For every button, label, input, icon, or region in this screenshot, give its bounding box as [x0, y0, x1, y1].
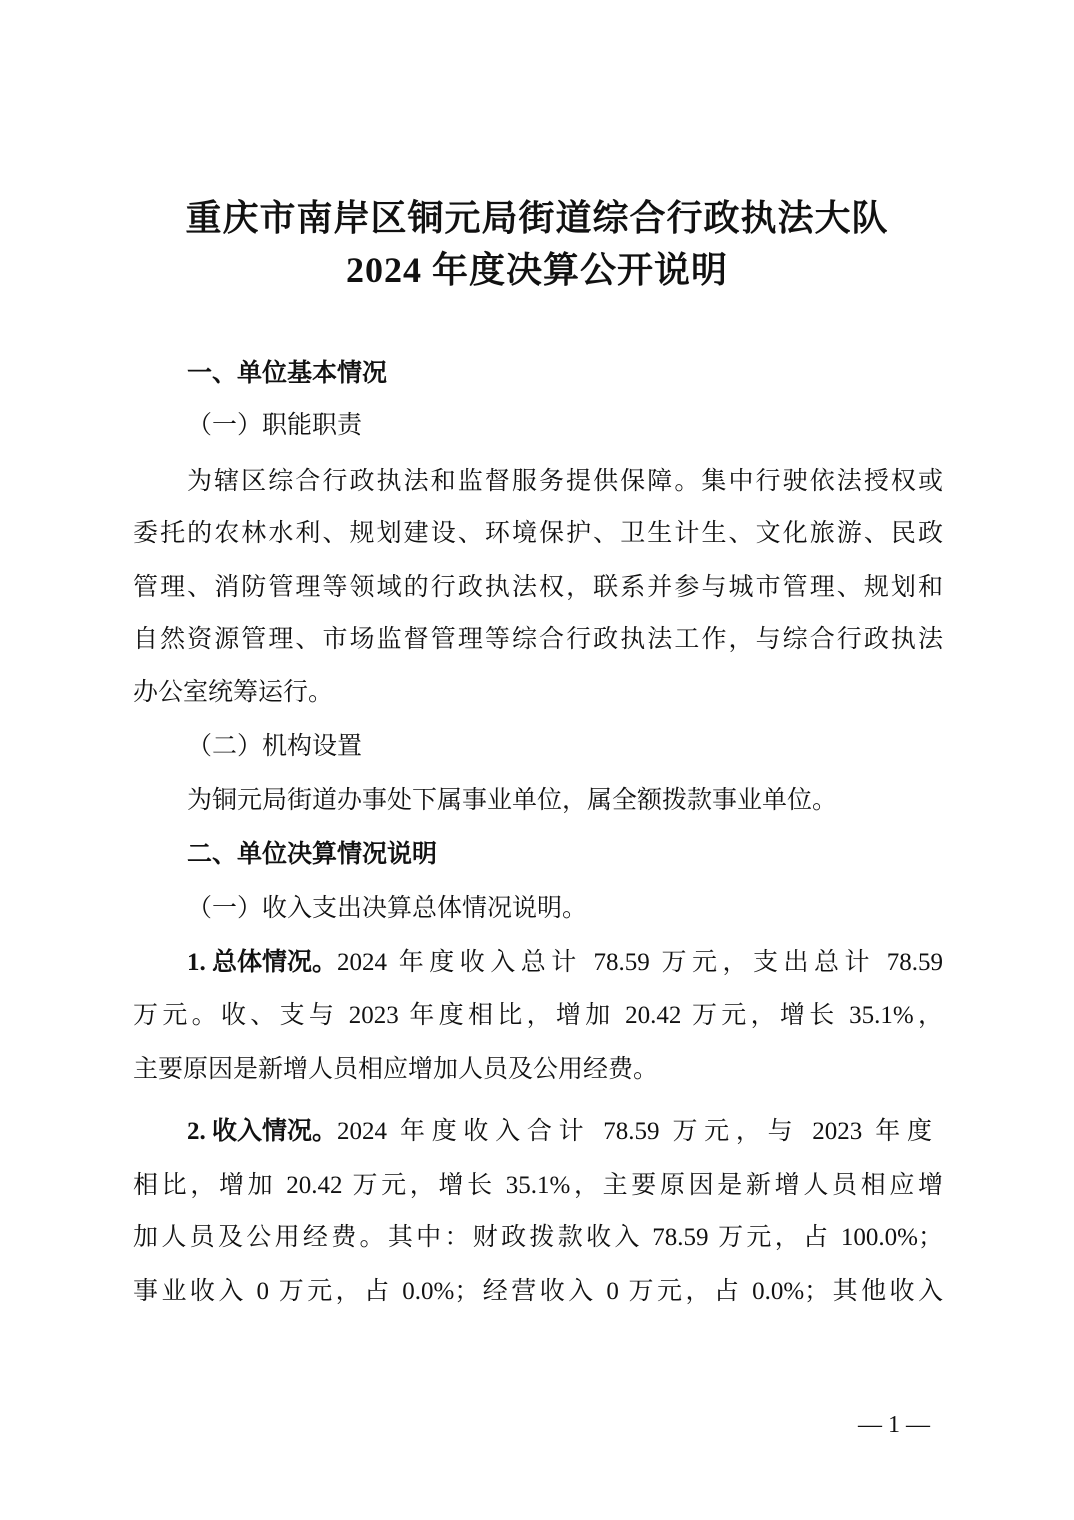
lead-income: 2. 收入情况。 — [187, 1118, 338, 1145]
document-title-line-1: 重庆市南岸区铜元局街道综合行政执法大队 — [185, 198, 889, 238]
subheading-overview: （一）收入支出决算总体情况说明。 — [187, 895, 588, 922]
paragraph-line — [187, 1116, 932, 1148]
paragraph-line — [187, 947, 943, 979]
paragraph-line: 委托的农林水利、规划建设、环境保护、卫生计生、文化旅游、民政 — [133, 520, 943, 547]
page-number: — 1 — — [858, 1412, 930, 1438]
paragraph-line: 相比，增加 20.42 万元，增长 35.1%，主要原因是新增人员相应增 — [133, 1172, 943, 1199]
document-title-line-2: 2024 年度决算公开说明 — [345, 250, 728, 290]
lead-overall: 1. 总体情况。 — [187, 949, 338, 976]
paragraph-line: 为辖区综合行政执法和监督服务提供保障。集中行驶依法授权或 — [187, 468, 943, 495]
paragraph-line: 管理、消防管理等领域的行政执法权，联系并参与城市管理、规划和 — [133, 574, 943, 601]
paragraph-line: 事业收入 0 万元，占 0.0%；经营收入 0 万元，占 0.0%；其他收入 — [133, 1278, 943, 1305]
subheading-organization: （二）机构设置 — [187, 733, 363, 760]
paragraph-text: 2024 年度收入总计 78.59 万元，支出总计 78.59 — [337, 949, 943, 976]
paragraph-text: 2024 年度收入合计 78.59 万元，与 2023 年度 — [337, 1118, 932, 1145]
paragraph-line: 加人员及公用经费。其中：财政拨款收入 78.59 万元，占 100.0%； — [133, 1224, 943, 1251]
paragraph-line: 万元。收、支与 2023 年度相比，增加 20.42 万元，增长 35.1%， — [133, 1002, 943, 1029]
paragraph-line: 主要原因是新增人员相应增加人员及公用经费。 — [133, 1056, 659, 1083]
paragraph-line: 办公室统筹运行。 — [133, 679, 334, 706]
section-heading-1: 一、单位基本情况 — [187, 360, 388, 387]
subheading-functions: （一）职能职责 — [187, 412, 363, 439]
paragraph-line: 自然资源管理、市场监督管理等综合行政执法工作，与综合行政执法 — [133, 626, 943, 653]
paragraph-line: 为铜元局街道办事处下属事业单位，属全额拨款事业单位。 — [187, 787, 838, 814]
section-heading-2: 二、单位决算情况说明 — [187, 841, 438, 868]
